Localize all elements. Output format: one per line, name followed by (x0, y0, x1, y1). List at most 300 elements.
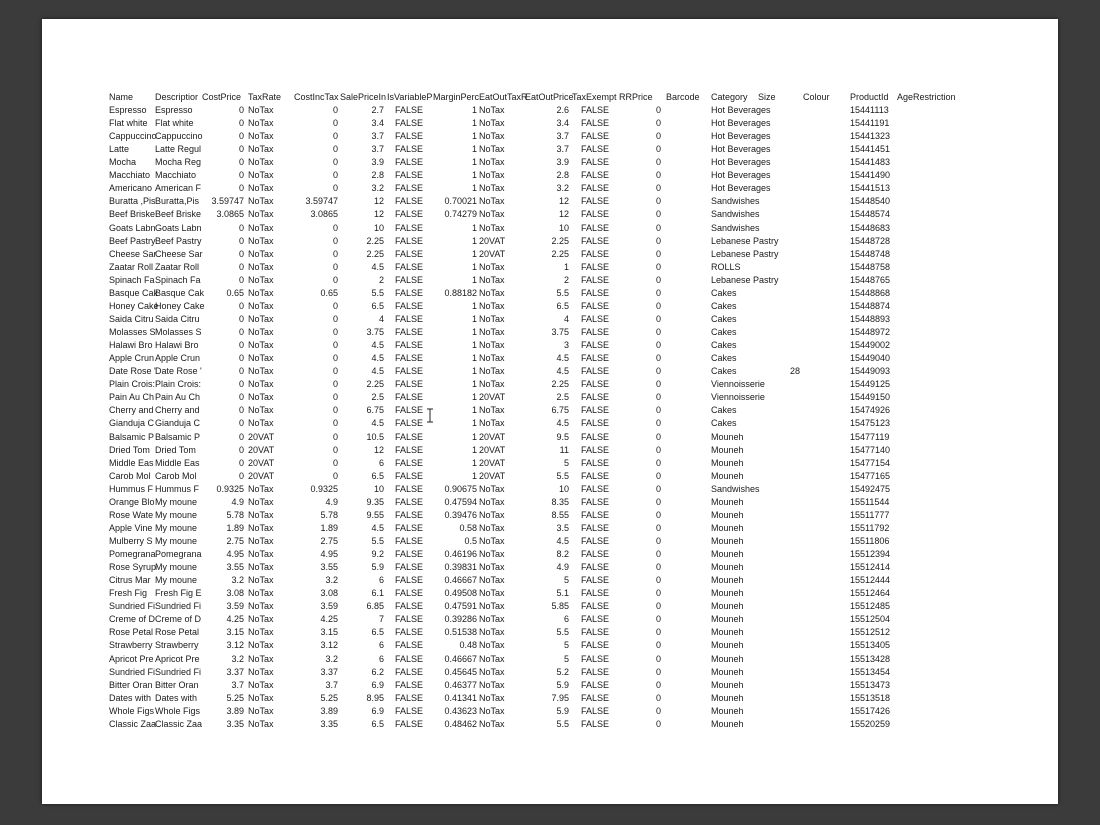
table-row (42, 104, 1058, 117)
table-cell: Goats Labn (109, 222, 156, 233)
table-cell: 3.59 (226, 601, 244, 612)
table-cell: 0 (332, 405, 338, 416)
table-cell: NoTax (248, 535, 274, 546)
table-cell: NoTax (479, 327, 505, 338)
table-cell: Sandwishes (711, 483, 760, 494)
table-cell: FALSE (395, 640, 424, 651)
table-cell: 4.25 (226, 614, 244, 625)
table-cell: FALSE (581, 131, 610, 142)
table-cell: Creme of D (155, 614, 202, 625)
table-row (42, 470, 1058, 483)
table-cell: NoTax (479, 483, 505, 494)
table-cell: 15441451 (850, 144, 891, 155)
table-cell: Mouneh (711, 457, 744, 468)
table-cell: 3.37 (320, 666, 338, 677)
table-cell: 5.78 (320, 509, 338, 520)
table-cell: Sundried Fi (155, 601, 202, 612)
table-cell: 2 (378, 274, 384, 285)
table-cell: FALSE (581, 418, 610, 429)
table-cell: 1.89 (320, 522, 338, 533)
column-header: EatOutPrice (525, 92, 574, 102)
table-cell: 0.51538 (444, 627, 477, 638)
table-cell: 0 (238, 105, 244, 115)
table-cell: FALSE (395, 679, 424, 690)
table-cell: Mouneh (711, 588, 744, 599)
table-cell: Cherry and (109, 405, 154, 416)
table-row (42, 666, 1058, 679)
table-cell: FALSE (395, 379, 424, 390)
table-cell: 15441323 (850, 131, 891, 142)
table-cell: 0 (238, 327, 244, 338)
table-cell: FALSE (581, 575, 610, 586)
table-cell: NoTax (479, 718, 505, 729)
table-cell: Fresh Fig (109, 588, 148, 599)
table-cell: 15477140 (850, 444, 891, 455)
column-header: EatOutTaxR (479, 92, 528, 102)
table-cell: Dates with (155, 692, 198, 703)
table-cell: Mouneh (711, 535, 744, 546)
table-cell: NoTax (479, 575, 505, 586)
table-cell: 1 (471, 157, 477, 168)
table-cell: Spinach Fa (155, 274, 201, 285)
table-cell: 0 (332, 431, 338, 442)
table-cell: FALSE (581, 209, 610, 220)
table-row (42, 208, 1058, 221)
table-cell: 1 (471, 118, 477, 129)
column-header: Colour (803, 92, 830, 102)
table-cell: 15449040 (850, 353, 891, 364)
table-cell: 0 (332, 183, 338, 194)
table-cell: FALSE (395, 340, 424, 351)
table-cell: Mouneh (711, 692, 744, 703)
table-cell: FALSE (395, 327, 424, 338)
table-cell: Mouneh (711, 575, 744, 586)
table-cell: Buratta ,Pis (109, 196, 156, 207)
table-cell: 10 (558, 483, 569, 494)
table-cell: Carob Mol (155, 470, 197, 481)
table-cell: 9.5 (556, 431, 569, 442)
column-header: MarginPerc (433, 92, 480, 102)
table-cell: FALSE (581, 144, 610, 155)
table-cell: NoTax (479, 157, 505, 168)
table-cell: 4.5 (556, 366, 569, 377)
table-cell: 7.95 (551, 692, 569, 703)
table-cell: Hot Beverages (711, 183, 771, 194)
table-cell: NoTax (248, 392, 274, 403)
table-cell: 3.7 (371, 144, 384, 155)
table-cell: 2.7 (371, 105, 384, 115)
table-cell: 4.95 (320, 549, 338, 560)
table-row (42, 574, 1058, 587)
table-cell: 0 (655, 705, 661, 716)
table-cell: 0 (655, 340, 661, 351)
table-cell: 0 (655, 405, 661, 416)
table-cell: 10 (373, 222, 384, 233)
table-cell: NoTax (479, 614, 505, 625)
table-cell: 3.0865 (310, 209, 338, 220)
table-cell: NoTax (248, 549, 274, 560)
table-cell: 7 (378, 614, 384, 625)
table-cell: 0 (655, 118, 661, 129)
table-cell: Cakes (711, 405, 737, 416)
table-cell: NoTax (479, 340, 505, 351)
table-cell: 0 (238, 405, 244, 416)
table-cell: NoTax (479, 522, 505, 533)
table-cell: 0.43623 (444, 705, 477, 716)
table-cell: 20VAT (248, 444, 275, 455)
table-cell: 0 (655, 640, 661, 651)
table-cell: 0 (332, 366, 338, 377)
table-cell: NoTax (248, 692, 274, 703)
table-cell: Mouneh (711, 679, 744, 690)
table-cell: Cakes (711, 366, 737, 377)
table-cell: 8.95 (366, 692, 384, 703)
table-cell: FALSE (581, 170, 610, 181)
table-cell: NoTax (248, 248, 274, 259)
table-row (42, 431, 1058, 444)
table-cell: NoTax (479, 535, 505, 546)
table-cell: 5.1 (556, 588, 569, 599)
table-cell: NoTax (479, 588, 505, 599)
table-cell: 1 (471, 144, 477, 155)
table-cell: 2.6 (556, 105, 569, 115)
table-cell: My moune (155, 575, 198, 586)
table-cell: 15449093 (850, 366, 891, 377)
table-cell: 3.2 (325, 575, 338, 586)
table-cell: 4.5 (371, 418, 384, 429)
table-cell: 1 (471, 248, 477, 259)
column-header: Category (711, 92, 748, 102)
table-cell: NoTax (479, 379, 505, 390)
table-cell: Saida Citru (109, 313, 154, 324)
table-cell: NoTax (248, 183, 274, 194)
table-cell: 0 (238, 470, 244, 481)
table-cell: My moune (155, 522, 198, 533)
table-row (42, 339, 1058, 352)
table-cell: NoTax (248, 588, 274, 599)
table-cell: 6.9 (371, 679, 384, 690)
table-cell: NoTax (479, 131, 505, 142)
table-cell: 15492475 (850, 483, 891, 494)
table-cell: 3.59747 (211, 196, 244, 207)
table-cell: 5.2 (556, 666, 569, 677)
table-cell: Rose Syrup (109, 562, 157, 573)
table-cell: NoTax (479, 562, 505, 573)
table-cell: 15449150 (850, 392, 891, 403)
table-cell: 5 (563, 575, 569, 586)
table-cell: Pain Au Ch (155, 392, 201, 403)
table-cell: NoTax (248, 718, 274, 729)
table-cell: 12 (373, 209, 384, 220)
table-cell: Lebanese Pastry (711, 235, 779, 246)
table-cell: 15477165 (850, 470, 891, 481)
table-cell: Halawi Bro (109, 340, 153, 351)
table-row (42, 626, 1058, 639)
table-cell: NoTax (479, 679, 505, 690)
table-cell: FALSE (581, 470, 610, 481)
table-cell: 0 (332, 105, 338, 115)
table-cell: Mouneh (711, 444, 744, 455)
table-cell: 1 (563, 261, 569, 272)
table-cell: 0.46196 (444, 549, 477, 560)
table-cell: 2.25 (551, 379, 569, 390)
table-cell: 0 (238, 418, 244, 429)
table-cell: Beef Pastry (155, 235, 202, 246)
table-cell: 5.5 (556, 470, 569, 481)
table-cell: Hot Beverages (711, 144, 771, 155)
table-cell: Balsamic P (155, 431, 201, 442)
table-cell: NoTax (248, 222, 274, 233)
table-cell: 6 (563, 614, 569, 625)
table-cell: 5.5 (371, 535, 384, 546)
table-cell: Hummus F (155, 483, 200, 494)
table-cell: 5.85 (551, 601, 569, 612)
table-cell: 12 (558, 209, 569, 220)
table-cell: FALSE (581, 183, 610, 194)
table-cell: Hot Beverages (711, 105, 771, 115)
table-cell: 4.25 (320, 614, 338, 625)
table-cell: FALSE (395, 157, 424, 168)
table-cell: NoTax (479, 287, 505, 298)
table-cell: FALSE (395, 666, 424, 677)
table-cell: 1 (471, 444, 477, 455)
table-cell: 0 (238, 131, 244, 142)
table-cell: 0.65 (320, 287, 338, 298)
table-cell: Hummus F (109, 483, 154, 494)
table-cell: NoTax (479, 496, 505, 507)
table-cell: NoTax (479, 183, 505, 194)
table-cell: 3.2 (231, 575, 244, 586)
table-cell: FALSE (581, 300, 610, 311)
table-cell: 0 (238, 340, 244, 351)
table-cell: Middle Eas (109, 457, 154, 468)
table-cell: Mouneh (711, 627, 744, 638)
table-cell: Buratta,Pis (155, 196, 200, 207)
table-cell: Molasses S (109, 327, 156, 338)
table-cell: 0 (655, 196, 661, 207)
table-cell: 15448765 (850, 274, 891, 285)
table-cell: FALSE (395, 235, 424, 246)
table-cell: 6 (378, 653, 384, 664)
table-cell: NoTax (248, 300, 274, 311)
table-cell: FALSE (395, 366, 424, 377)
table-cell: FALSE (395, 300, 424, 311)
table-cell: 3.55 (320, 562, 338, 573)
table-cell: NoTax (248, 379, 274, 390)
table-cell: 2.25 (366, 248, 384, 259)
table-cell: 6.85 (366, 601, 384, 612)
table-cell: 0 (655, 313, 661, 324)
table-cell: 0.39476 (444, 509, 477, 520)
table-cell: FALSE (395, 470, 424, 481)
table-cell: 15517426 (850, 705, 891, 716)
table-cell: Basque Cak (109, 287, 159, 298)
table-cell: 1 (471, 392, 477, 403)
table-cell: Hot Beverages (711, 118, 771, 129)
table-cell: NoTax (479, 118, 505, 129)
table-cell: FALSE (581, 653, 610, 664)
table-cell: 0 (655, 274, 661, 285)
table-row (42, 391, 1058, 404)
table-cell: 3.75 (551, 327, 569, 338)
column-header: Size (758, 92, 776, 102)
table-cell: 20VAT (479, 470, 506, 481)
table-cell: NoTax (248, 313, 274, 324)
table-cell: NoTax (479, 692, 505, 703)
table-cell: Carob Mol (109, 470, 151, 481)
table-cell: FALSE (395, 105, 424, 115)
table-cell: 8.35 (551, 496, 569, 507)
table-cell: FALSE (581, 222, 610, 233)
column-header: RRPrice (619, 92, 653, 102)
table-cell: 0 (238, 457, 244, 468)
table-cell: 0 (332, 444, 338, 455)
table-cell: Sundried Fi (109, 601, 156, 612)
table-cell: NoTax (479, 549, 505, 560)
table-cell: FALSE (581, 196, 610, 207)
table-cell: FALSE (581, 274, 610, 285)
table-cell: Fresh Fig E (155, 588, 202, 599)
table-cell: 0 (332, 118, 338, 129)
table-cell: My moune (155, 562, 198, 573)
table-cell: 0 (238, 274, 244, 285)
table-cell: 1.89 (226, 522, 244, 533)
table-cell: Mouneh (711, 549, 744, 560)
table-cell: FALSE (395, 170, 424, 181)
table-cell: 15441490 (850, 170, 891, 181)
table-cell: 5.78 (226, 509, 244, 520)
table-cell: 5.5 (556, 287, 569, 298)
table-cell: 3.89 (226, 705, 244, 716)
table-cell: 0.46667 (444, 575, 477, 586)
table-cell: Cakes (711, 353, 737, 364)
table-cell: 0 (332, 353, 338, 364)
table-cell: 0 (238, 366, 244, 377)
column-header: CostIncTax (294, 92, 339, 102)
table-cell: FALSE (581, 627, 610, 638)
table-cell: 3.12 (226, 640, 244, 651)
table-row (42, 548, 1058, 561)
table-row (42, 235, 1058, 248)
table-row (42, 313, 1058, 326)
table-cell: 15512512 (850, 627, 891, 638)
table-cell: NoTax (248, 562, 274, 573)
table-cell: 6.5 (371, 470, 384, 481)
table-cell: FALSE (581, 496, 610, 507)
table-cell: FALSE (581, 248, 610, 259)
table-cell: 20VAT (248, 431, 275, 442)
table-cell: 0.47594 (444, 496, 477, 507)
table-cell: 1 (471, 418, 477, 429)
table-cell: 20VAT (479, 431, 506, 442)
table-row (42, 156, 1058, 169)
table-cell: Rose Petal (155, 627, 200, 638)
table-cell: 1 (471, 222, 477, 233)
table-cell: FALSE (395, 418, 424, 429)
table-cell: 0 (655, 483, 661, 494)
table-cell: Classic Zaa (109, 718, 157, 729)
table-cell: NoTax (248, 144, 274, 155)
table-cell: FALSE (581, 614, 610, 625)
table-cell: Gianduja C (155, 418, 201, 429)
table-cell: 0.74279 (444, 209, 477, 220)
table-cell: 6.9 (371, 705, 384, 716)
table-cell: 15477154 (850, 457, 891, 468)
table-cell: 0 (655, 509, 661, 520)
table-cell: NoTax (479, 274, 505, 285)
table-row (42, 483, 1058, 496)
table-cell: 3.2 (325, 653, 338, 664)
table-cell: My moune (155, 496, 198, 507)
table-cell: NoTax (248, 274, 274, 285)
table-cell: Mouneh (711, 509, 744, 520)
table-cell: Cakes (711, 313, 737, 324)
table-cell: Apricot Pre (155, 653, 200, 664)
table-cell: Mouneh (711, 718, 744, 729)
table-cell: FALSE (395, 261, 424, 272)
table-cell: 0 (332, 457, 338, 468)
table-cell: 0.9325 (310, 483, 338, 494)
table-cell: 5.9 (371, 562, 384, 573)
table-cell: FALSE (581, 692, 610, 703)
table-cell: NoTax (248, 679, 274, 690)
table-cell: NoTax (248, 614, 274, 625)
table-cell: 0 (655, 653, 661, 664)
column-header: AgeRestriction (897, 92, 956, 102)
table-cell: FALSE (395, 248, 424, 259)
table-cell: FALSE (581, 522, 610, 533)
table-cell: FALSE (581, 340, 610, 351)
table-cell: 15512485 (850, 601, 891, 612)
table-cell: 0 (655, 692, 661, 703)
table-cell: 0.46667 (444, 653, 477, 664)
table-cell: FALSE (395, 692, 424, 703)
table-cell: 3.35 (320, 718, 338, 729)
table-cell: 0 (655, 575, 661, 586)
table-cell: 0.49508 (444, 588, 477, 599)
table-cell: 0.5 (464, 535, 477, 546)
table-cell: 20VAT (248, 457, 275, 468)
column-header: TaxExempt (572, 92, 617, 102)
table-row (42, 261, 1058, 274)
table-cell: 15513473 (850, 679, 891, 690)
table-cell: 6.75 (551, 405, 569, 416)
table-cell: 0 (238, 235, 244, 246)
table-cell: 3.9 (556, 157, 569, 168)
table-cell: Latte (109, 144, 130, 155)
table-cell: FALSE (395, 483, 424, 494)
table-cell: 3.75 (366, 327, 384, 338)
table-cell: FALSE (395, 444, 424, 455)
table-cell: FALSE (395, 209, 424, 220)
table-cell: 15511792 (850, 522, 890, 533)
table-cell: 15448540 (850, 196, 891, 207)
table-cell: 15520259 (850, 718, 891, 729)
table-cell: 11 (559, 444, 569, 455)
table-cell: 6.75 (366, 405, 384, 416)
table-cell: 15511777 (850, 509, 890, 520)
table-cell: Sundried Fi (155, 666, 202, 677)
table-cell: 15448728 (850, 235, 891, 246)
column-header: ProductId (850, 92, 889, 102)
table-cell: 4.5 (371, 366, 384, 377)
table-cell: FALSE (581, 483, 610, 494)
table-cell: Mouneh (711, 522, 744, 533)
table-cell: 15448893 (850, 313, 891, 324)
table-cell: NoTax (479, 640, 505, 651)
table-cell: 15512414 (850, 562, 891, 573)
table-row (42, 248, 1058, 261)
